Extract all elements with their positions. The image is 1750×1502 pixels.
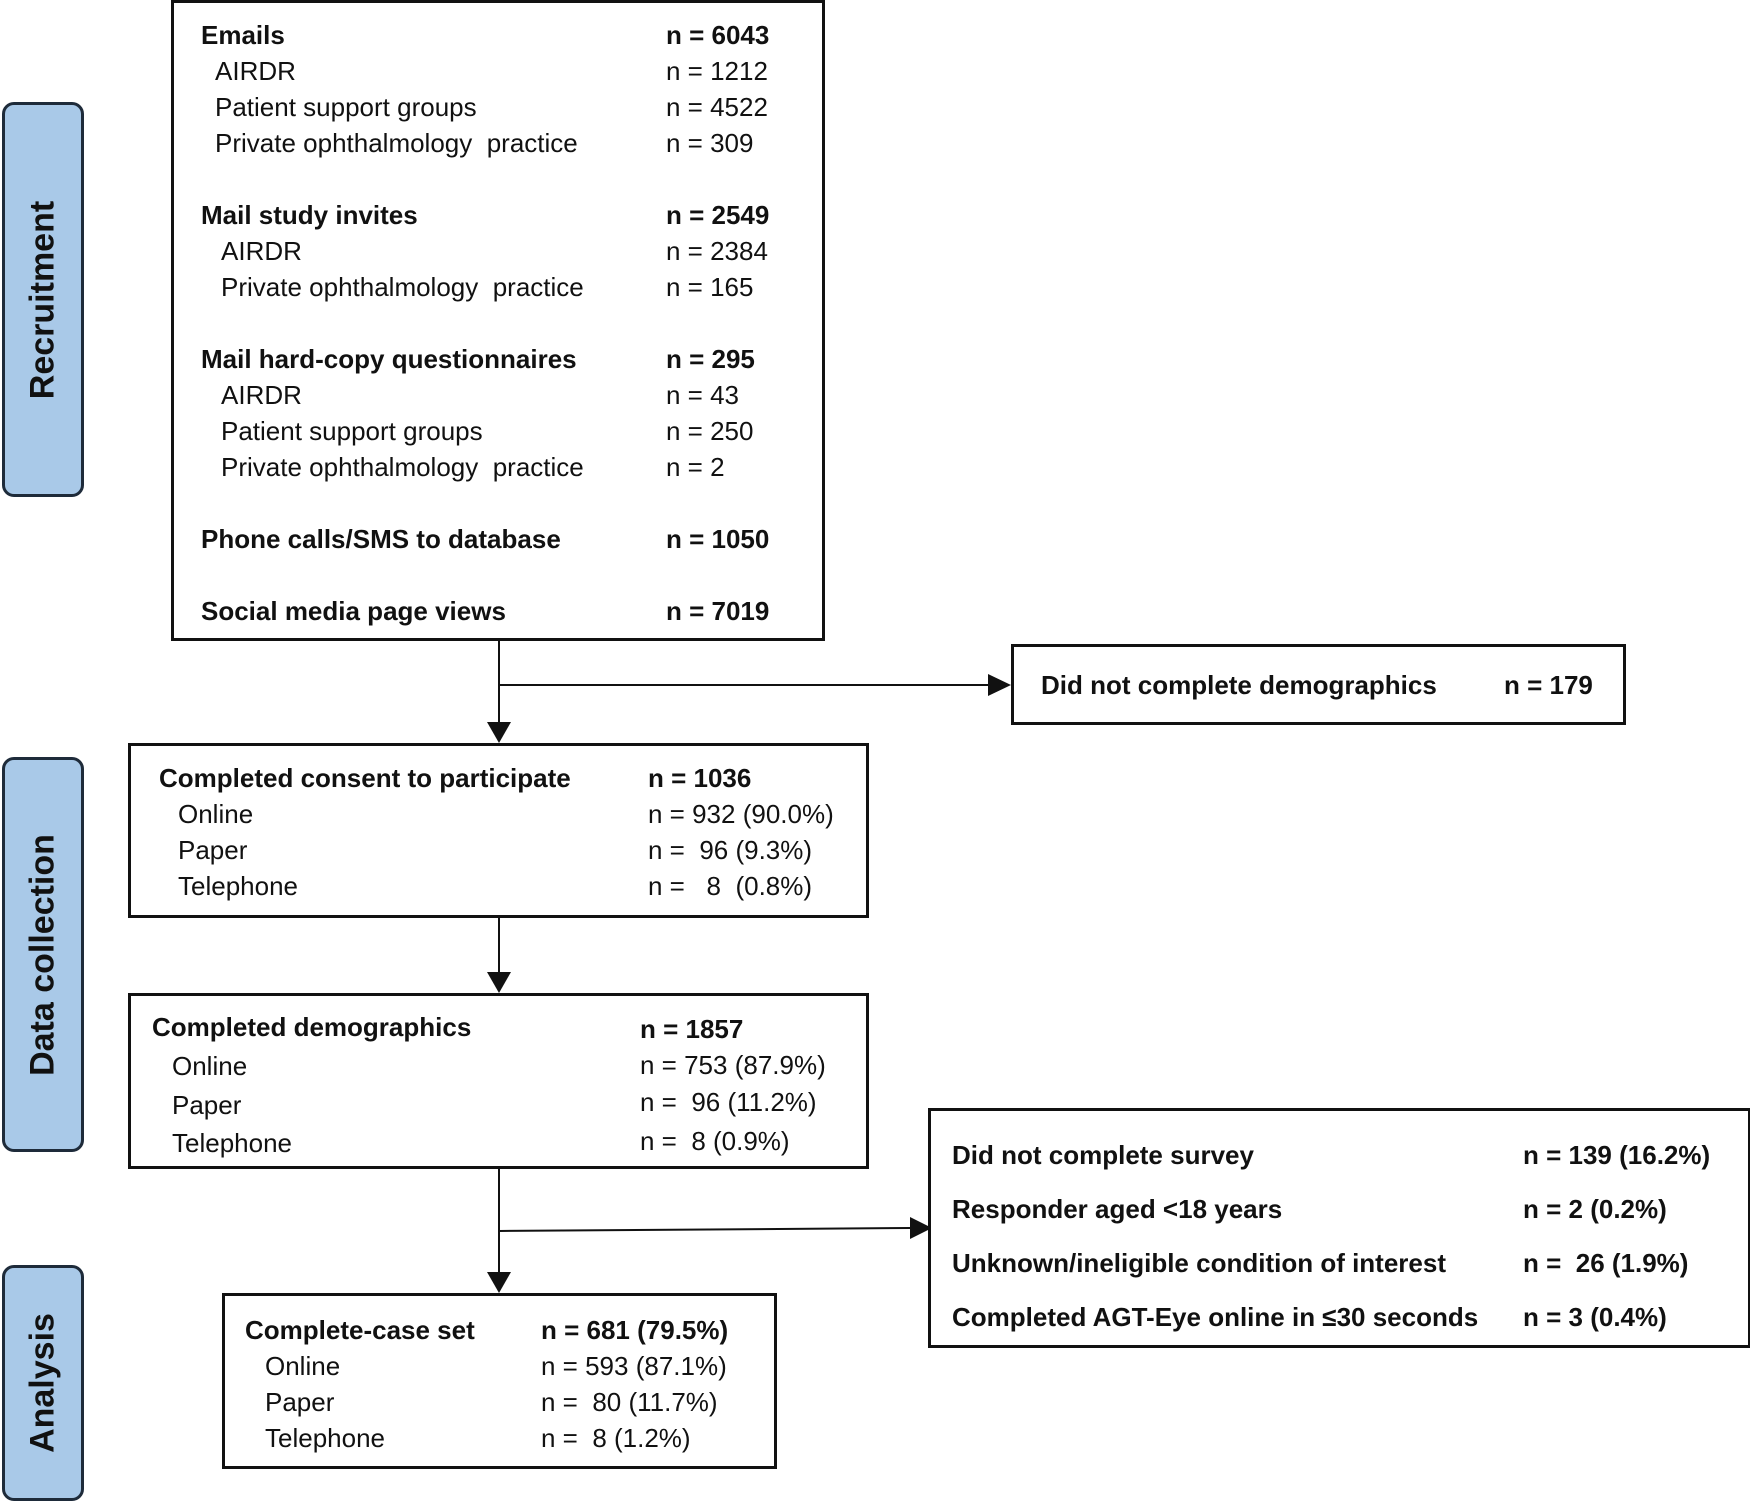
emails-item-count: n = 4522 xyxy=(666,92,768,122)
complete-case-item-label: Paper xyxy=(265,1387,335,1417)
demographics-header-label: Completed demographics xyxy=(152,1012,472,1042)
mail-invites-item-count: n = 165 xyxy=(666,272,754,302)
emails-label: Emails xyxy=(201,20,285,50)
demographics-item-label: Telephone xyxy=(172,1128,292,1158)
demographics-box xyxy=(128,993,869,1169)
exclusions-box xyxy=(928,1108,1750,1348)
stage-analysis-label: Analysis xyxy=(23,1313,62,1453)
exclusion-label: Did not complete survey xyxy=(952,1140,1254,1170)
complete-case-box xyxy=(222,1293,777,1469)
emails-item-label: Patient support groups xyxy=(215,92,477,122)
exclusion-count: n = 26 (1.9%) xyxy=(1523,1248,1689,1278)
hardcopy-item-count: n = 43 xyxy=(666,380,740,410)
social-count: n = 7019 xyxy=(666,596,770,626)
arrow-to-demographics xyxy=(487,972,511,993)
demographics-item-count: n = 8 (0.9%) xyxy=(640,1126,790,1156)
demographics-item-count: n = 753 (87.9%) xyxy=(640,1050,826,1080)
consent-item-count: n = 96 (9.3%) xyxy=(648,835,813,865)
demographics-item-label: Online xyxy=(172,1051,248,1081)
complete-case-item-label: Telephone xyxy=(265,1423,385,1453)
excluded-demographics-box xyxy=(1011,644,1626,725)
emails-item-label: AIRDR xyxy=(215,56,296,86)
exclusion-label: Responder aged <18 years xyxy=(952,1194,1283,1224)
hardcopy-label: Mail hard-copy questionnaires xyxy=(201,344,577,374)
arrow-to-complete-case xyxy=(487,1272,511,1293)
consent-item-count: n = 932 (90.0%) xyxy=(648,799,834,829)
exclusion-count: n = 2 (0.2%) xyxy=(1523,1194,1667,1224)
complete-case-item-count: n = 593 (87.1%) xyxy=(541,1351,727,1381)
exclusion-count: n = 3 (0.4%) xyxy=(1523,1302,1667,1332)
complete-case-header-label: Complete-case set xyxy=(245,1315,475,1345)
complete-case-header-count: n = 681 (79.5%) xyxy=(541,1315,729,1345)
complete-case-item-count: n = 8 (1.2%) xyxy=(541,1423,691,1453)
exclusion-label: Completed AGT-Eye online in ≤30 seconds xyxy=(952,1302,1479,1332)
consent-item-count: n = 8 (0.8%) xyxy=(648,871,813,901)
emails-item-count: n = 1212 xyxy=(666,56,768,86)
excluded-demographics-label: Did not complete demographics xyxy=(1041,670,1437,700)
complete-case-item-count: n = 80 (11.7%) xyxy=(541,1387,718,1417)
emails-item-count: n = 309 xyxy=(666,128,754,158)
consent-header-count: n = 1036 xyxy=(648,763,752,793)
consent-item-label: Paper xyxy=(178,835,248,865)
phone-count: n = 1050 xyxy=(666,524,770,554)
hardcopy-item-count: n = 2 xyxy=(666,452,725,482)
consent-item-label: Telephone xyxy=(178,871,298,901)
consent-header-label: Completed consent to participate xyxy=(159,763,571,793)
stage-data-collection-label: Data collection xyxy=(23,833,62,1076)
demographics-item-label: Paper xyxy=(172,1090,242,1120)
mail-invites-item-count: n = 2384 xyxy=(666,236,768,266)
excluded-demographics-count: n = 179 xyxy=(1504,670,1593,700)
exclusion-count: n = 139 (16.2%) xyxy=(1523,1140,1711,1170)
mail-invites-item-label: Private ophthalmology practice xyxy=(221,272,584,302)
hardcopy-item-label: Patient support groups xyxy=(221,416,483,446)
hardcopy-item-label: AIRDR xyxy=(221,380,302,410)
emails-count: n = 6043 xyxy=(666,20,770,50)
exclusion-label: Unknown/ineligible condition of interest xyxy=(952,1248,1446,1278)
demographics-item-count: n = 96 (11.2%) xyxy=(640,1087,817,1117)
hardcopy-count: n = 295 xyxy=(666,344,755,374)
hardcopy-item-count: n = 250 xyxy=(666,416,754,446)
arrow-to-consent xyxy=(487,722,511,743)
hardcopy-item-label: Private ophthalmology practice xyxy=(221,452,584,482)
mail-invites-label: Mail study invites xyxy=(201,200,418,230)
recruitment-box xyxy=(171,0,825,641)
phone-label: Phone calls/SMS to database xyxy=(201,524,561,554)
emails-item-label: Private ophthalmology practice xyxy=(215,128,578,158)
social-label: Social media page views xyxy=(201,596,506,626)
stage-recruitment-label: Recruitment xyxy=(23,200,62,399)
mail-invites-count: n = 2549 xyxy=(666,200,770,230)
arrow-to-excluded-demographics xyxy=(988,674,1011,696)
complete-case-item-label: Online xyxy=(265,1351,341,1381)
consent-box xyxy=(128,743,869,918)
mail-invites-item-label: AIRDR xyxy=(221,236,302,266)
demographics-header-count: n = 1857 xyxy=(640,1014,744,1044)
consent-item-label: Online xyxy=(178,799,254,829)
